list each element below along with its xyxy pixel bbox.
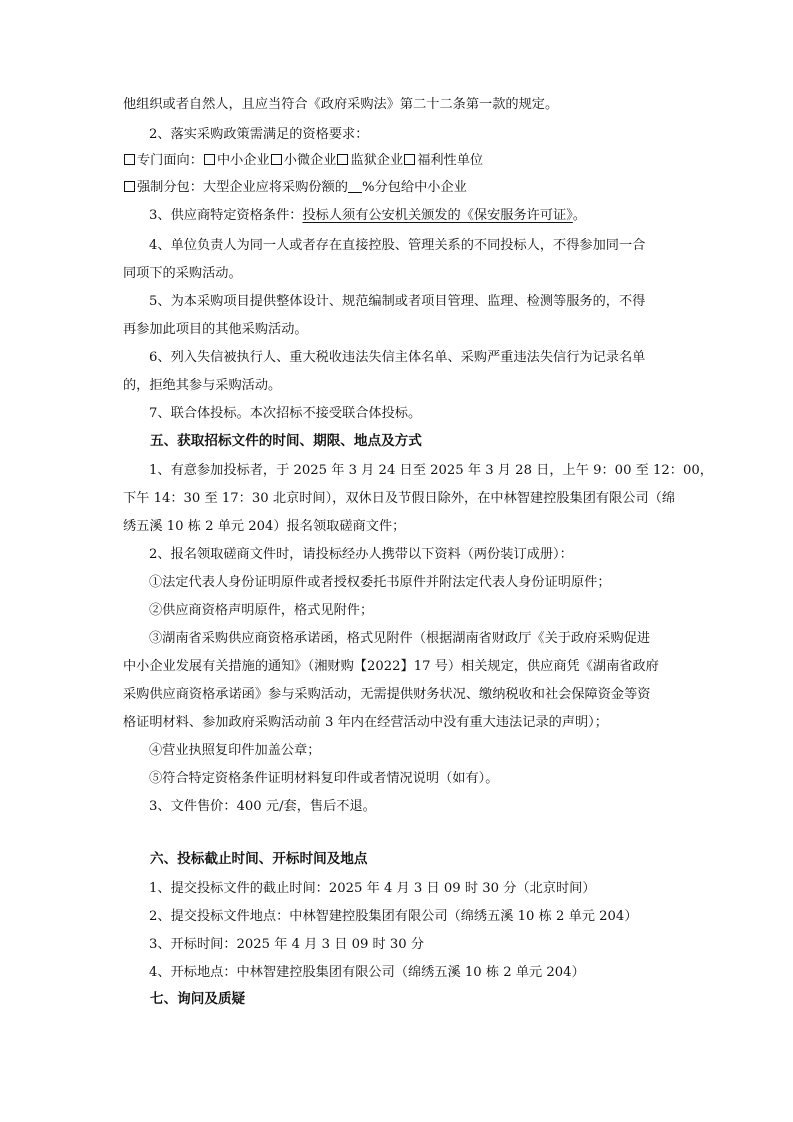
subcontract-line: 强制分包：大型企业应将采购份额的 %分包给中小企业 [123, 178, 467, 198]
text-line: ③湖南省采购供应商资格承诺函，格式见附件（根据湖南省财政厅《关于政府采购促进 [149, 631, 651, 646]
checkbox-icon [124, 181, 135, 192]
checkbox-icon [204, 154, 215, 165]
blank-field [348, 180, 362, 193]
checkbox-icon [124, 154, 135, 165]
text-line: ④营业执照复印件加盖公章； [149, 743, 321, 758]
text-line: 采购供应商资格承诺函》参与采购活动，无需提供财务状况、缴纳税收和社会保障资金等资 [123, 687, 651, 702]
text-line: 2、落实采购政策需满足的资格要求： [149, 127, 369, 142]
text-line: 的，拒绝其参与采购活动。 [123, 378, 282, 393]
text-line: 3、文件售价：400 元/套，售后不退。 [149, 799, 376, 814]
text-line: 4、单位负责人为同一人或者存在直接控股、管理关系的不同投标人，不得参加同一合 [149, 238, 646, 253]
text-line: 格证明材料、参加政府采购活动前 3 年内在经营活动中没有重大违法记录的声明）； [123, 715, 608, 730]
section-heading: 五、获取招标文件的时间、期限、地点及方式 [150, 433, 422, 449]
text-line: 7、联合体投标。本次招标不接受联合体投标。 [149, 406, 422, 421]
text-line: 6、列入失信被执行人、重大税收违法失信主体名单、采购严重违法失信行为记录名单 [149, 350, 646, 365]
text-line: 2、报名领取磋商文件时，请投标经办人携带以下资料（两份装订成册）： [149, 547, 573, 562]
special-qualification-line: 3、供应商特定资格条件：投标人须有公安机关颁发的《保安服务许可证》。 [149, 208, 586, 223]
text-line: 中小企业发展有关措施的通知》（湘财购【2022】17 号）相关规定，供应商凭《湖南省政府 [123, 659, 659, 674]
checkbox-icon [337, 154, 348, 165]
section-heading: 六、投标截止时间、开标时间及地点 [150, 851, 368, 867]
text-line: 2、提交投标文件地点：中林智建控股集团有限公司（绵绣五溪 10 栋 2 单元 204） [149, 909, 638, 924]
text-line: ⑤符合特定资格条件证明材料复印件或者情况说明（如有）。 [149, 771, 499, 786]
section-heading: 七、询问及质疑 [150, 991, 246, 1007]
text-line: 3、开标时间：2025 年 4 月 3 日 09 时 30 分 [149, 937, 425, 952]
policy-options-line: 专门面向： 中小企业 小微企业 监狱企业 福利性单位 [123, 151, 483, 171]
text-line: 1、有意参加投标者，于 2025 年 3 月 24 日至 2025 年 3 月 28 日，上午 9：00 至 12：00， [149, 463, 713, 478]
text-line: ①法定代表人身份证明原件或者授权委托书原件并附法定代表人身份证明原件； [149, 575, 611, 590]
text-line: 下午 14：30 至 17：30 北京时间），双休日及节假日除外，在中林智建控股集团有限公司（绵 [123, 491, 676, 506]
text-line: 1、提交投标文件的截止时间：2025 年 4 月 3 日 09 时 30 分（北京时间） [149, 881, 596, 896]
checkbox-icon [404, 154, 415, 165]
text-line: 再参加此项目的其他采购活动。 [123, 322, 308, 337]
text-line: 绣五溪 10 栋 2 单元 204）报名领取磋商文件； [123, 519, 406, 534]
text-line: ②供应商资格声明原件，格式见附件； [149, 603, 374, 618]
text-line: 4、开标地点：中林智建控股集团有限公司（绵绣五溪 10 栋 2 单元 204） [149, 965, 585, 980]
text-line: 同项下的采购活动。 [123, 266, 242, 281]
text-line: 他组织或者自然人，且应当符合《政府采购法》第二十二条第一款的规定。 [123, 97, 559, 112]
text-line: 5、为本采购项目提供整体设计、规范编制或者项目管理、监理、检测等服务的，不得 [149, 294, 646, 309]
checkbox-icon [271, 154, 282, 165]
